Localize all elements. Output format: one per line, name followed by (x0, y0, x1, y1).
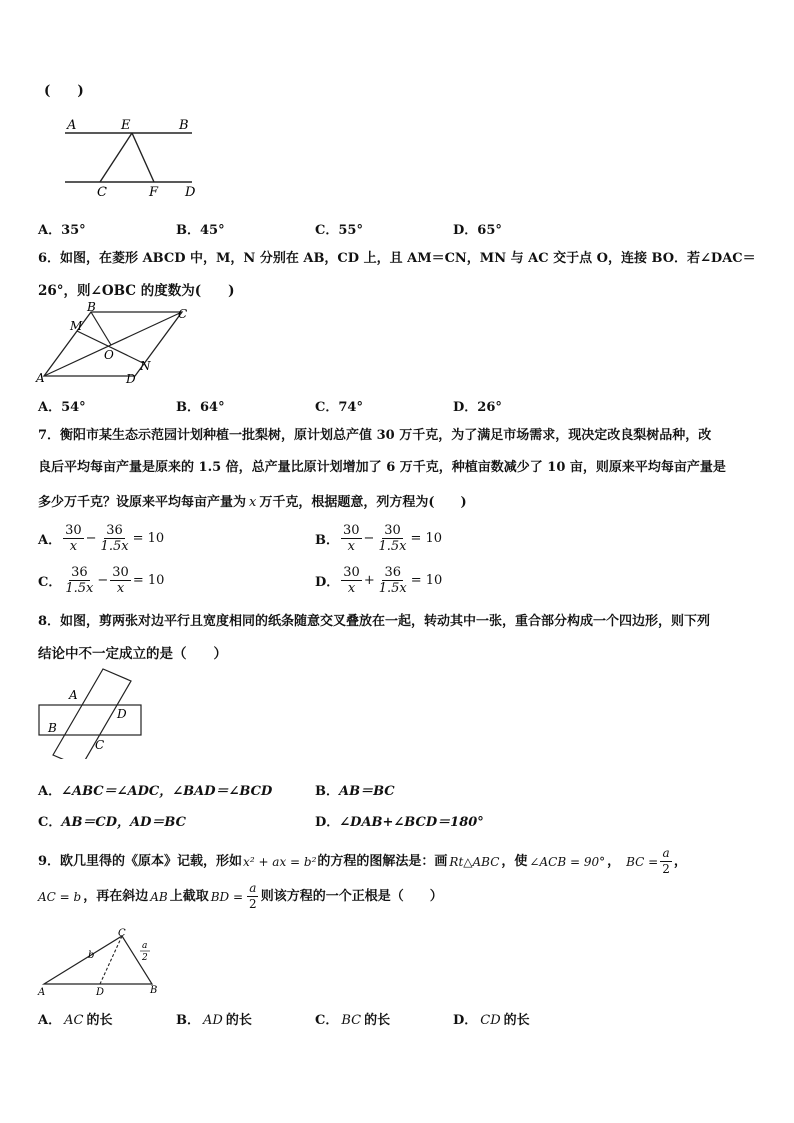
q6-stem-line1: 6．如图，在菱形 ABCD 中，M，N 分别在 AB，CD 上，且 AM＝CN，MN 与 AC 交于点 O，连接 BO．若∠DAC＝ (38, 251, 756, 266)
q6-label-d: D (126, 372, 136, 386)
q9-label-d: D (96, 987, 105, 998)
q8-label-b: B (48, 721, 57, 735)
q5-label-a: A (67, 118, 77, 133)
q5-figure (55, 112, 205, 202)
q6-option-d[interactable]: D．26° (453, 400, 502, 415)
q7-stem-line2: 良后平均每亩产量是原来的 1.5 倍，总产量比原计划增加了 6 万千克，种植亩数减少了 10 亩，则原来平均每亩产量是 (38, 460, 726, 475)
q5-option-a[interactable]: A．35° (38, 223, 86, 238)
q9-stem-line1: 9．欧几里得的《原本》记载，形如 x² + ax = b² 的方程的图解法是：画 Rt△ABC ，使 ∠ACB = 90° ， BC = $\frac{a}{2}$ ， (38, 846, 687, 876)
q8-option-a[interactable]: A．∠ABC＝∠ADC，∠BAD＝∠BCD (38, 784, 273, 799)
q5-option-b[interactable]: B．45° (176, 223, 225, 238)
q9-label-b: B (150, 985, 158, 996)
q7-option-c[interactable]: C． $\frac{36}{1.5x}$ − $\frac{30}{x}$ = 10 (38, 565, 165, 596)
q9-stem-line2: AC = b ，再在斜边 AB 上截取 BD = $\frac{a}{2}$ 则该方程的一个正根是（ ） (38, 881, 443, 911)
q8-label-a: A (69, 688, 78, 702)
q9-option-a[interactable]: A． AC 的长 (38, 1013, 113, 1028)
q6-label-m: M (70, 319, 83, 333)
q8-stem-line1: 8．如图，剪两张对边平行且宽度相同的纸条随意交叉叠放在一起，转动其中一张，重合部分构成一个四边形，则下列 (38, 614, 711, 629)
q9-label-b-side: b (88, 950, 95, 961)
q6-stem-line2: 26°，则∠OBC 的度数为( ) (38, 283, 235, 299)
q5-label-d: D (185, 185, 196, 200)
q5-option-c[interactable]: C．55° (315, 223, 363, 238)
q8-figure (35, 667, 145, 759)
q6-figure (34, 300, 204, 388)
q6-option-b[interactable]: B．64° (176, 400, 225, 415)
q9-label-a-side: a (142, 941, 148, 951)
q8-stem-line2: 结论中不一定成立的是（ ） (38, 646, 227, 662)
q5-answer-bracket: ( ) (44, 83, 84, 99)
q6-label-o: O (104, 348, 114, 362)
q7-option-d[interactable]: D． $\frac{30}{x}$ + $\frac{36}{1.5x}$ = 10 (315, 565, 443, 596)
q9-label-c: C (118, 928, 126, 939)
q5-label-c: C (97, 185, 107, 200)
q6-label-a: A (36, 371, 45, 385)
q7-option-a[interactable]: A． $\frac{30}{x}$ − $\frac{36}{1.5x}$ = 10 (38, 523, 165, 554)
q7-stem-line1: 7．衡阳市某生态示范园计划种植一批梨树，原计划总产值 30 万千克，为了满足市场需求，现决定改良梨树品种，改 (38, 428, 712, 443)
q8-label-d: D (117, 707, 127, 721)
q9-option-b[interactable]: B． AD 的长 (176, 1013, 252, 1028)
q5-label-e: E (121, 118, 131, 133)
q8-label-c: C (95, 738, 105, 752)
q6-option-c[interactable]: C．74° (315, 400, 363, 415)
q5-option-d[interactable]: D．65° (453, 223, 502, 238)
q9-label-a: A (38, 987, 46, 998)
q8-option-d[interactable]: D．∠DAB+∠BCD＝180° (315, 815, 484, 830)
q9-option-d[interactable]: D． CD 的长 (453, 1013, 530, 1028)
q9-label-two: 2 (142, 953, 148, 963)
q5-label-b: B (179, 118, 189, 133)
q9-option-c[interactable]: C． BC 的长 (315, 1013, 391, 1028)
q6-label-b: B (87, 300, 96, 314)
q6-label-c: C (178, 307, 188, 321)
q6-label-n: N (140, 359, 151, 373)
q7-option-b[interactable]: B． $\frac{30}{x}$ − $\frac{30}{1.5x}$ = 10 (315, 523, 443, 554)
q9-figure (36, 928, 166, 998)
q8-option-b[interactable]: B．AB＝BC (315, 784, 395, 799)
q7-stem-line3: 多少万千克？设原来平均每亩产量为 x 万千克，根据题意，列方程为( ) (38, 495, 467, 510)
q8-option-c[interactable]: C．AB＝CD，AD＝BC (38, 815, 186, 830)
q6-option-a[interactable]: A．54° (38, 400, 86, 415)
q5-label-f: F (149, 185, 159, 200)
